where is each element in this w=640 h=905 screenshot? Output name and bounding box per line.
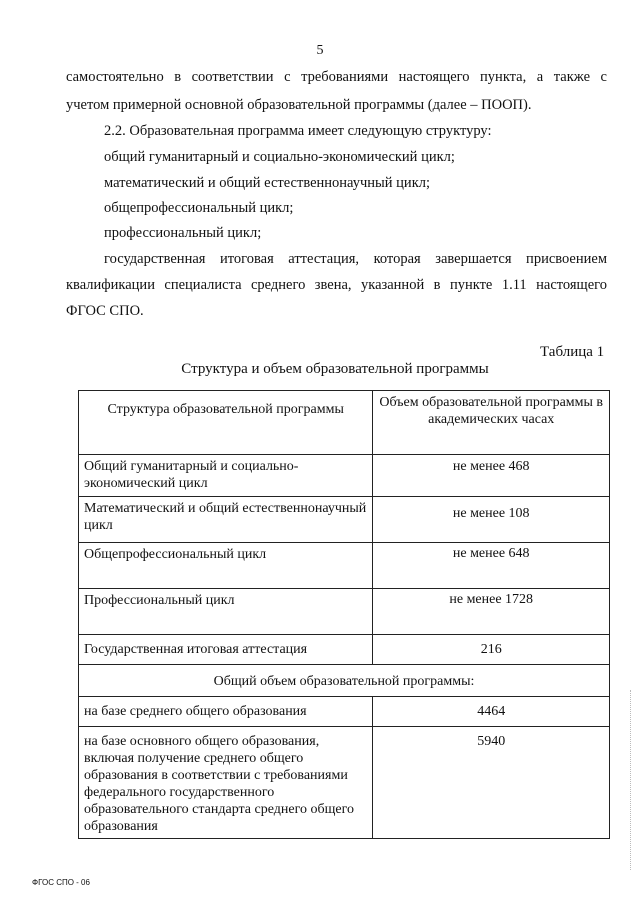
- table-row: [79, 455, 610, 497]
- table-cell-value: не менее 648: [373, 543, 610, 589]
- table-row: [79, 727, 610, 839]
- paragraph-1-line-1: самостоятельно в соответствии с требованиями настоящего пункта, а также с: [66, 69, 607, 85]
- table-row: [79, 543, 610, 589]
- table-header-volume: Объем образовательной программы в академических часах: [373, 391, 610, 455]
- table-row: [79, 589, 610, 635]
- list-item-math-cycle: математический и общий естественнонаучный цикл;: [104, 175, 431, 191]
- table-row: [79, 635, 610, 665]
- table-row: [79, 697, 610, 727]
- structure-intro: 2.2. Образовательная программа имеет следующую структуру:: [104, 123, 492, 139]
- table-cell-value: не менее 108: [373, 497, 610, 543]
- list-item-humanitarian-cycle: общий гуманитарный и социально-экономический цикл;: [104, 149, 455, 165]
- table-row: [79, 497, 610, 543]
- table-title: Структура и объем образовательной программы: [181, 361, 489, 377]
- list-item-attestation-line-1: государственная итоговая аттестация, которая завершается присвоением: [104, 251, 607, 267]
- table-cell-name: Общий гуманитарный и социально-экономический цикл: [79, 455, 373, 497]
- table-header-row: [79, 391, 610, 455]
- table-label: Таблица 1: [540, 344, 605, 360]
- list-item-professional-cycle: профессиональный цикл;: [104, 225, 262, 241]
- table-cell-name: Государственная итоговая аттестация: [79, 635, 373, 665]
- list-item-attestation-line-2: квалификации специалиста среднего звена, указанной в пункте 1.11 настоящего: [66, 277, 607, 293]
- table-header-structure: Структура образовательной программы: [79, 391, 373, 455]
- table-cell-name: на базе среднего общего образования: [79, 697, 373, 727]
- scan-artifact-line: [630, 690, 631, 870]
- table-cell-value: не менее 468: [373, 455, 610, 497]
- list-item-general-professional-cycle: общепрофессиональный цикл;: [104, 200, 294, 216]
- paragraph-1-line-2: учетом примерной основной образовательной программы (далее – ПООП).: [66, 97, 532, 113]
- list-item-attestation-line-3: ФГОС СПО.: [66, 303, 144, 319]
- table-cell-value: 4464: [373, 697, 610, 727]
- table-cell-value: 216: [373, 635, 610, 665]
- table-cell-name: Профессиональный цикл: [79, 589, 373, 635]
- table-cell-name: Математический и общий естественнонаучный цикл: [79, 497, 373, 543]
- table-cell-name: на базе основного общего образования, включая получение среднего общего образования в соответствии с требованиями федерального государственного образовательного стандарта среднего общего образования: [79, 727, 373, 839]
- page-number: 5: [316, 43, 324, 58]
- table-total-header-row: [79, 665, 610, 697]
- document-footer: ФГОС СПО - 06: [32, 878, 90, 887]
- table-cell-value: не менее 1728: [373, 589, 610, 635]
- table-total-label: Общий объем образовательной программы:: [79, 665, 610, 697]
- table-cell-name: Общепрофессиональный цикл: [79, 543, 373, 589]
- table-cell-value: 5940: [373, 727, 610, 839]
- program-structure-table: [78, 390, 610, 839]
